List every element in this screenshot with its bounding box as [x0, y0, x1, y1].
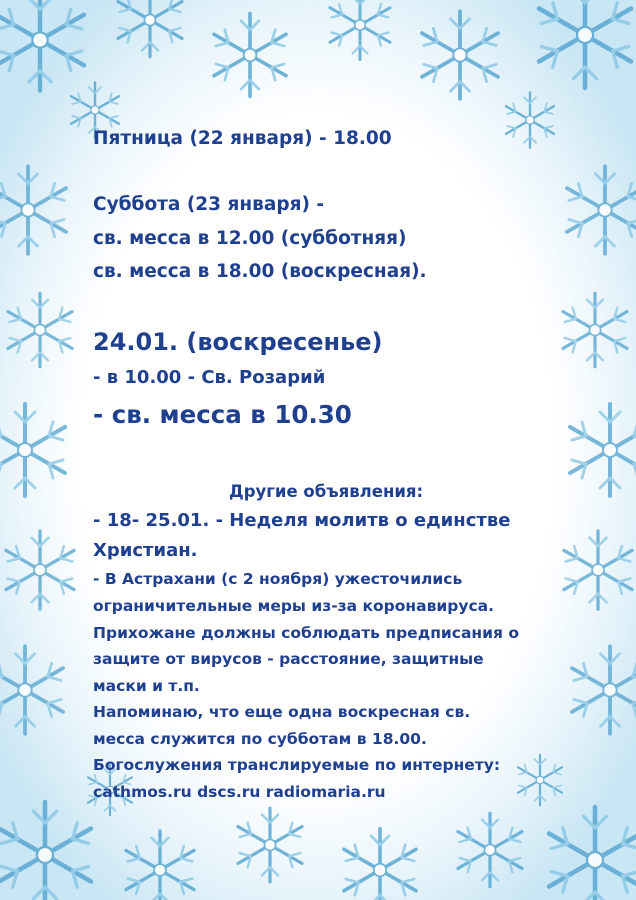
saturday-mass-2: св. месса в 18.00 (воскресная). — [93, 261, 427, 282]
announcements-heading: Другие объявления: — [229, 482, 424, 501]
sunday-title: 24.01. (воскресенье) — [93, 328, 383, 356]
body-line: маски и т.п. — [93, 677, 200, 695]
body-line: месса служится по субботам в 18.00. — [93, 730, 427, 748]
prayer-week-line-2: Христиан. — [93, 540, 198, 561]
sunday-mass: - св. месса в 10.30 — [93, 400, 352, 429]
prayer-week-line-1: - 18- 25.01. - Неделя молитв о единстве — [93, 510, 511, 531]
body-line: ограничительные меры из-за коронавируса. — [93, 597, 494, 615]
friday-service: Пятница (22 января) - 18.00 — [93, 128, 392, 149]
body-line: Богослужения транслируемые по интернету: — [93, 756, 501, 774]
sunday-rosary: - в 10.00 - Св. Розарий — [93, 367, 326, 388]
website-links: cathmos.ru dscs.ru radiomaria.ru — [93, 783, 386, 801]
body-line: - В Астрахани (с 2 ноября) ужесточились — [93, 570, 463, 588]
saturday-title: Суббота (23 января) - — [93, 194, 325, 215]
body-line: Прихожане должны соблюдать предписания о — [93, 624, 520, 642]
saturday-mass-1: св. месса в 12.00 (субботняя) — [93, 228, 407, 249]
body-line: Напоминаю, что еще одна воскресная св. — [93, 703, 471, 721]
body-line: защите от вирусов - расстояние, защитные — [93, 650, 484, 668]
